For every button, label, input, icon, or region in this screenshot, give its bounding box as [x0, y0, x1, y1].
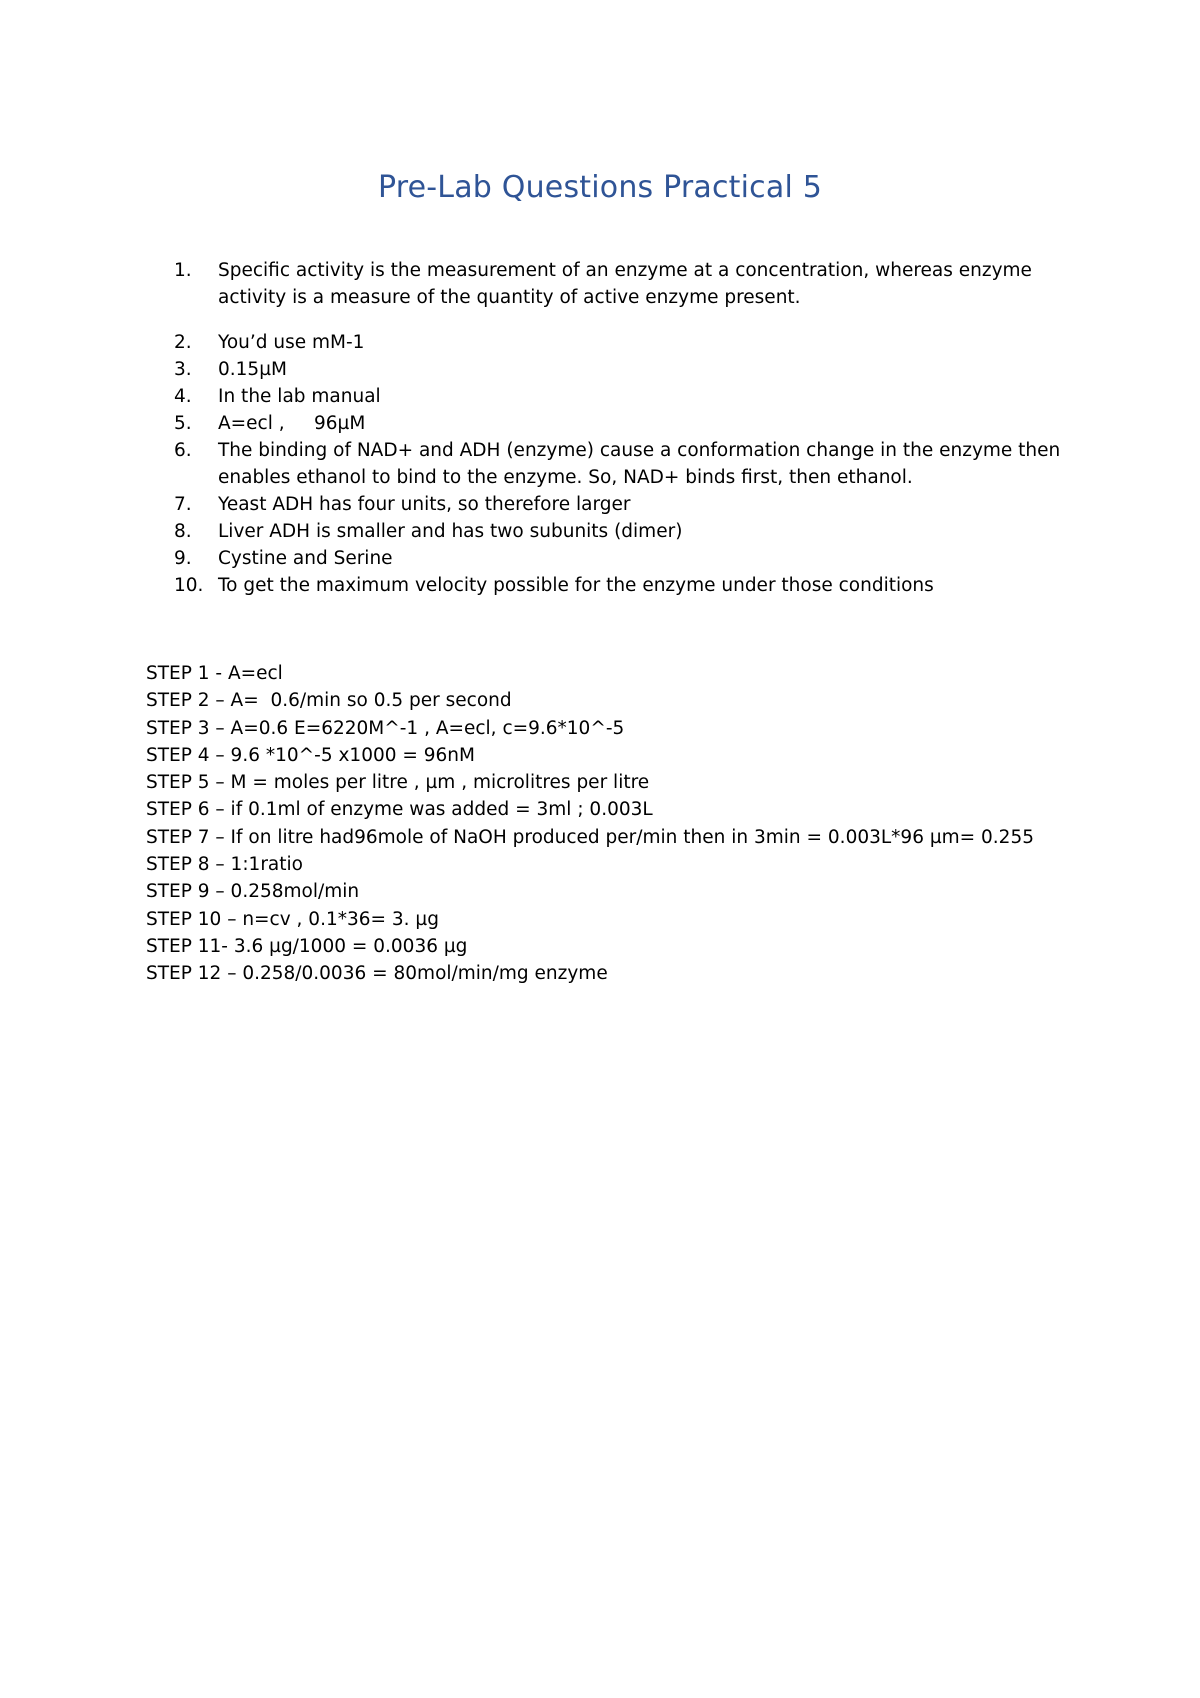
answer-number: 4.	[174, 386, 192, 407]
step-line: STEP 12 – 0.258/0.0036 = 80mol/min/mg enzyme	[146, 963, 608, 985]
answer-text: Yeast ADH has four units, so therefore larger	[218, 494, 631, 515]
answer-number: 5.	[174, 413, 192, 434]
step-line: STEP 7 – If on litre had96mole of NaOH produced per/min then in 3min = 0.003L*96 µm= 0.255	[146, 826, 1034, 848]
step-line: STEP 1 - A=ecl	[146, 663, 283, 684]
answer-number: 10.	[174, 575, 204, 596]
answer-number: 8.	[174, 521, 192, 542]
answer-item	[174, 437, 1074, 491]
answers-list	[174, 257, 1074, 599]
answer-number: 1.	[174, 260, 192, 281]
answer-item	[174, 572, 1074, 599]
step-line: STEP 6 – if 0.1ml of enzyme was added = 3ml ; 0.003L	[146, 799, 653, 821]
answer-text: In the lab manual	[218, 386, 381, 407]
answer-text: A=ecl , 96µM	[218, 413, 366, 434]
answer-item	[174, 329, 1074, 356]
answer-item	[174, 410, 1074, 437]
answer-item	[174, 518, 1074, 545]
answer-item	[174, 383, 1074, 410]
answer-text: To get the maximum velocity possible for the enzyme under those conditions	[218, 575, 934, 596]
document-title: Pre-Lab Questions Practical 5	[377, 170, 823, 205]
answer-number: 3.	[174, 359, 192, 380]
step-line: STEP 2 – A= 0.6/min so 0.5 per second	[146, 690, 512, 712]
answer-text: Liver ADH is smaller and has two subunits (dimer)	[218, 521, 683, 542]
step-line: STEP 10 – n=cv , 0.1*36= 3. µg	[146, 908, 439, 930]
answer-text: You’d use mM-1	[218, 332, 365, 353]
step-line: STEP 11- 3.6 µg/1000 = 0.0036 µg	[146, 935, 468, 957]
answer-item	[174, 356, 1074, 383]
step-line: STEP 3 – A=0.6 E=6220M^-1 , A=ecl, c=9.6*10^-5	[146, 717, 625, 739]
calculation-steps	[146, 660, 1146, 988]
answer-number: 6.	[174, 440, 192, 461]
answer-number: 7.	[174, 494, 192, 515]
step-line: STEP 9 – 0.258mol/min	[146, 881, 360, 903]
answer-text: The binding of NAD+ and ADH (enzyme) cause a conformation change in the enzyme then enables ethanol to bind to the enzyme. So, NAD+ binds first, then ethanol.	[218, 440, 1061, 488]
answer-item	[174, 545, 1074, 572]
answer-text: Cystine and Serine	[218, 548, 393, 569]
answer-item	[174, 491, 1074, 518]
step-line: STEP 4 – 9.6 *10^-5 x1000 = 96nM	[146, 744, 475, 766]
answer-text: 0.15µM	[218, 359, 287, 380]
answer-text: Specific activity is the measurement of an enzyme at a concentration, whereas enzyme activity is a measure of the quantity of active enzyme present.	[218, 260, 1032, 308]
answer-item	[174, 257, 1074, 311]
step-line: STEP 8 – 1:1ratio	[146, 854, 303, 876]
answer-number: 9.	[174, 548, 192, 569]
step-line: STEP 5 – M = moles per litre , µm , microlitres per litre	[146, 772, 650, 794]
answer-number: 2.	[174, 332, 192, 353]
